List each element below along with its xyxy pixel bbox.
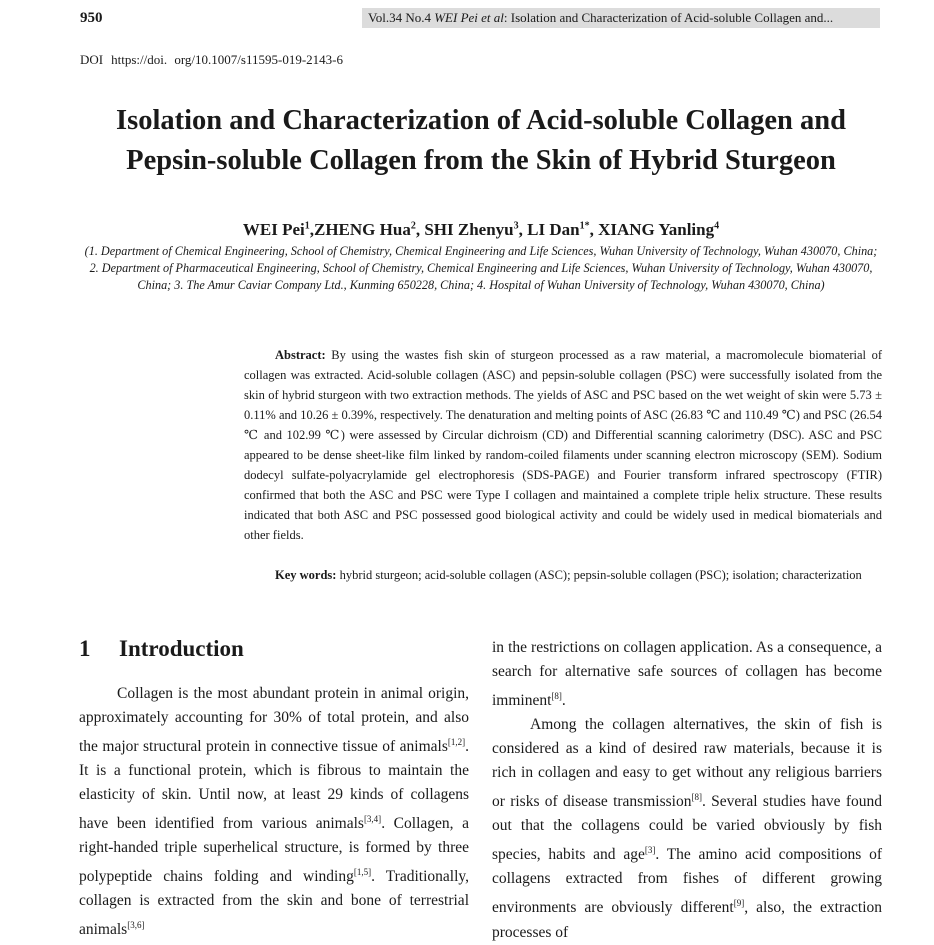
author-affiliation-mark: 2 [410, 220, 416, 232]
body-text: Collagen is the most abundant protein in animal origin, approximately accounting for 30% of total protein, and also the major structural protein in connective tissue of animals [79, 685, 469, 756]
citation: [9] [733, 898, 745, 909]
journal-info: Vol.34 No.4 [368, 10, 431, 25]
body-text: . Traditionally, collagen is extracted from the skin and bone of terrestrial animals [79, 868, 469, 939]
body-text: in the restrictions on collagen application. As a consequence, a search for alternative safe sources of collagen has become imminent [492, 639, 882, 710]
body-text: . Several studies have found out that the collagens could be varied obviously by fish species, habits and age [492, 793, 882, 864]
affiliations: (1. Department of Chemical Engineering, School of Chemistry, Chemical Engineering and Life Sciences, Wuhan University of Technology, Wuhan 430070, China; 2. Department of Pharmaceutical Engineering, School of Chemistry, Chemical Engineering and Life Sciences, Wuhan University of Technology, Wuhan 430070, China; 3. The Amur Caviar Company Ltd., Kunming 650228, China; 4. Hospital of Wuhan University of Technology, Wuhan 430070, China) [84, 244, 878, 292]
citation: [8] [691, 792, 702, 803]
title-line-1: Isolation and Characterization of Acid-soluble Collagen and [116, 105, 846, 136]
author-name: LI Dan [527, 220, 580, 239]
body-text: . Collagen, a right-handed triple superhelical structure, is formed by three polypeptide chains folding and winding [79, 815, 469, 886]
body-text: , also, the extraction processes of [492, 899, 883, 941]
doi-line [80, 52, 343, 68]
body-text: . [561, 692, 566, 710]
abstract [244, 345, 882, 545]
abstract-text: By using the wastes fish skin of sturgeon processed as a raw material, a macromolecule biomaterial of collagen was extracted. Acid-soluble collagen (ASC) and pepsin-soluble collagen (PSC) were successfully isolated from the skin of hybrid sturgeon with two extraction methods. The yields of ASC and PSC based on the wet weight of skin were 5.73 ± 0.11% and 10.26 ± 0.39%, respectively. The denaturation and melting points of ASC (26.83 ℃ and 110.49 ℃) and PSC (26.54 ℃ and 102.99 ℃) were assessed by Circular dichroism (CD) and Differential scanning calorimetry (DSC). ASC and PSC appeared to be dense sheet-like film linked by random-coiled filaments under scanning electron microscopy (SEM). Sodium dodecyl sulfate-polyacrylamide gel electrophoresis (SDS-PAGE) and Fourier transform infrared spectroscopy (FTIR) confirmed that both the ASC and PSC were Type I collagen and maintained a complete triple helix structure. These results indicated that both ASC and PSC possessed good biological activity and could be widely used in medical biomaterials and other fields. [244, 348, 883, 542]
title-line-2: Pepsin-soluble Collagen from the Skin of Hybrid Sturgeon [126, 145, 836, 176]
intro-paragraph-continued [492, 636, 882, 713]
running-header [362, 8, 880, 28]
author-affiliation-mark: 4 [714, 220, 720, 232]
running-header-authors: WEI Pei et al [434, 10, 504, 25]
citation: [3,4] [363, 814, 382, 825]
author-affiliation-mark: 1 [304, 220, 310, 232]
section-number: 1 [79, 636, 91, 661]
body-text: . The amino acid compositions of collagens extracted from fishes of different growing environments are obviously different [492, 846, 882, 917]
citation: [1,2] [447, 737, 466, 747]
body-text: Among the collagen alternatives, the skin of fish is considered as a kind of desired raw materials, because it is rich in collagen and easy to get without any religious barriers or risks of disease transmission [492, 716, 882, 811]
doi-link[interactable]: https://doi. org/10.1007/s11595-019-2143-6 [111, 52, 343, 67]
author-name: WEI Pei [242, 220, 305, 239]
author-affiliation-mark: 3 [513, 220, 519, 232]
author-list: WEI Pei$^1$,ZHENG Hua$^2$, SHI Zhenyu$^3$, LI Dan$^{1*}$, XIANG Yanling$^4$ [242, 220, 720, 239]
right-column [492, 636, 882, 945]
abstract-label: Abstract: [275, 348, 326, 362]
citation: [3] [644, 845, 656, 856]
author-affiliation-mark: 1* [579, 220, 590, 232]
section-title: Introduction [119, 636, 244, 661]
body-text: . It is a functional protein, which is fibrous to maintain the elasticity of skin. Until now, at least 29 kinds of collagens have been identified from various animals [79, 738, 469, 833]
running-header-title: : Isolation and Characterization of Acid-soluble Collagen and... [503, 10, 834, 25]
doi-label: DOI [80, 52, 104, 67]
section-heading-introduction [79, 636, 244, 662]
author-name: ZHENG Hua [313, 220, 411, 239]
keywords-label: Key words: [275, 568, 337, 582]
author-name: SHI Zhenyu [424, 220, 514, 239]
citation: [3,6] [127, 920, 145, 931]
keywords-text: hybrid sturgeon; acid-soluble collagen (ASC); pepsin-soluble collagen (PSC); isolation; characterization [339, 568, 862, 582]
paper-title [60, 101, 902, 181]
citation: [8] [551, 691, 562, 701]
intro-paragraph-2 [492, 713, 882, 944]
left-column [79, 682, 469, 943]
page-number: 950 [80, 10, 103, 26]
author-name: XIANG Yanling [598, 220, 715, 239]
intro-paragraph-1 [79, 682, 469, 943]
keywords [244, 565, 882, 585]
citation: [1,5] [353, 867, 372, 878]
